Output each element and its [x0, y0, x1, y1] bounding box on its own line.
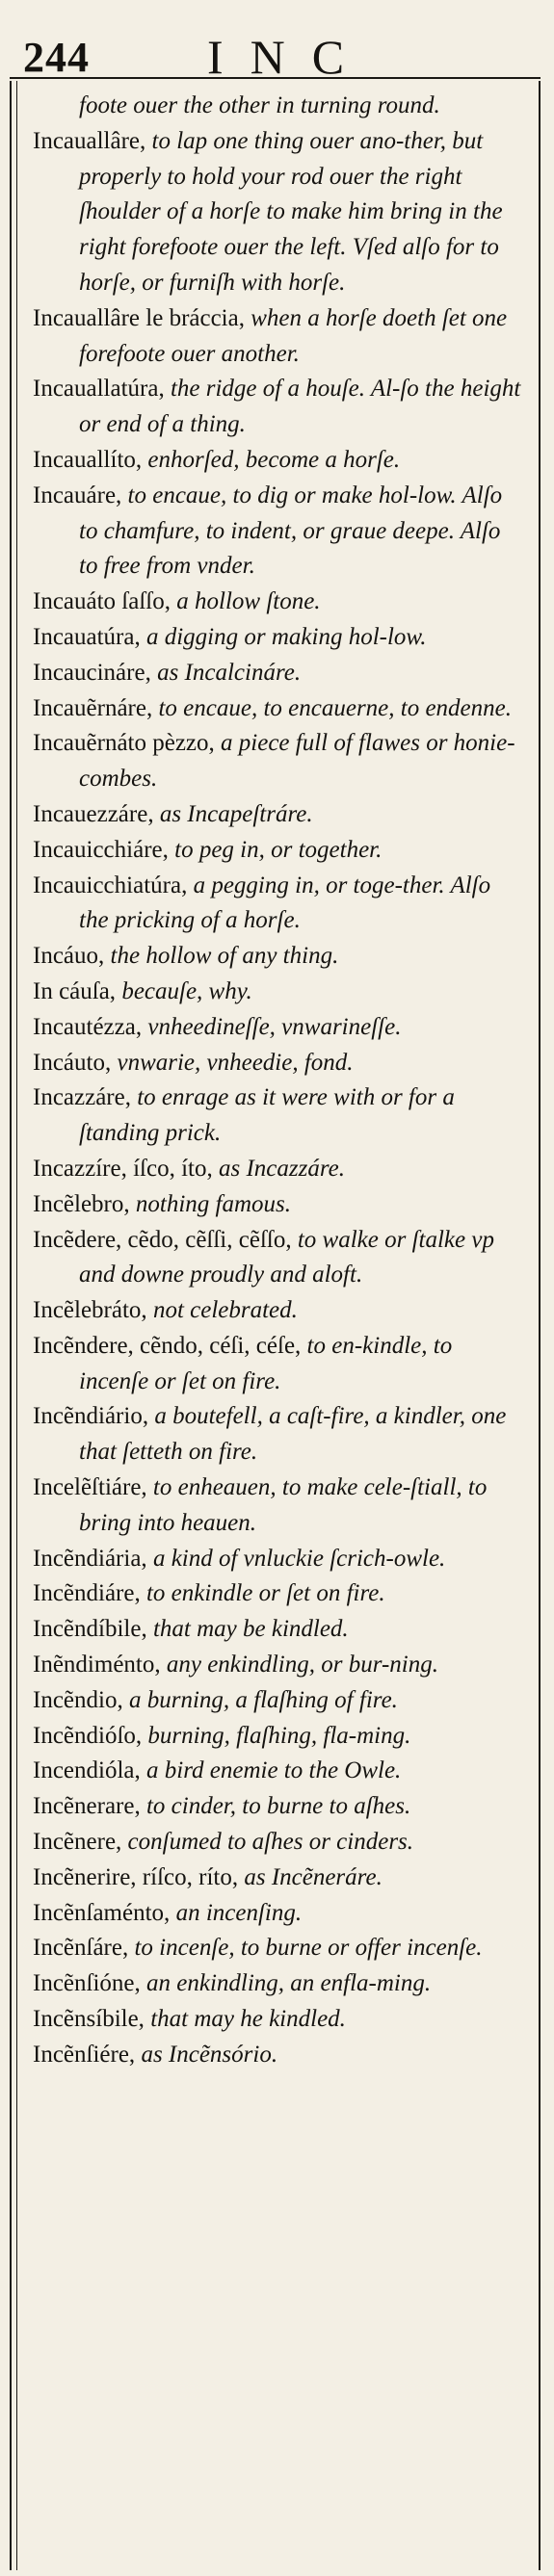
dictionary-entry: [33, 1789, 525, 1825]
dictionary-entry: [33, 1399, 525, 1470]
entry-headword: Incẽndiária,: [33, 1545, 147, 1572]
entry-headword: Incáuto,: [33, 1049, 112, 1076]
dictionary-entry: [33, 1542, 525, 1577]
entry-definition: enhorſed, become a horſe.: [142, 446, 401, 473]
entry-definition: a digging or making hol-low.: [140, 623, 427, 650]
page-number: 244: [23, 34, 90, 81]
entry-headword: Incẽndio,: [33, 1686, 123, 1713]
entry-headword: Incáuo,: [33, 943, 105, 970]
entry-headword: Incauicchiáre,: [33, 836, 169, 863]
entry-headword: Incelẽſtiáre,: [33, 1474, 147, 1501]
dictionary-entry: [33, 2038, 525, 2073]
entry-definition: as Incalcináre.: [150, 659, 302, 686]
entry-headword: Incauẽrnáto pèzzo,: [33, 730, 215, 757]
entry-headword: Incendióla,: [33, 1757, 141, 1784]
entry-headword: Incẽndiáre,: [33, 1580, 141, 1607]
entry-definition: that may be kindled.: [146, 1616, 349, 1643]
entry-definition: a boutefell, a caſt-fire, a kindler, one that ſetteth on fire.: [79, 1403, 507, 1466]
dictionary-entry: [33, 1187, 525, 1223]
entry-definition: vnheedineſſe, vnwarineſſe.: [142, 1013, 402, 1040]
dictionary-entry: [33, 1080, 525, 1152]
entry-definition: conſumed to aſhes or cinders.: [121, 1829, 414, 1856]
entry-definition: to encaue, to dig or make hol-low. Alſo to chamfure, to indent, or graue deepe. Alſo to free from vnder.: [79, 481, 503, 580]
entry-definition: a burning, a flaſhing of fire.: [122, 1686, 398, 1713]
dictionary-entry: [33, 1896, 525, 1932]
dictionary-entry: [33, 797, 525, 833]
entry-headword: Incẽnerire, ríſco, ríto,: [33, 1863, 239, 1890]
entry-headword: Incazzáre,: [33, 1084, 131, 1111]
entry-definition: as Incapeſtráre.: [153, 800, 313, 827]
entry-headword: Incẽnere,: [33, 1829, 122, 1856]
entry-headword: Incẽnſáre,: [33, 1935, 129, 1962]
entry-definition: to cinder, to burne to aſhes.: [140, 1793, 411, 1820]
entry-headword: Incẽndíbile,: [33, 1616, 147, 1643]
dictionary-entry: [33, 975, 525, 1010]
dictionary-entry: [33, 301, 525, 373]
entry-headword: Incẽnerare,: [33, 1793, 141, 1820]
dictionary-entry: [33, 1612, 525, 1648]
entry-definition: any enkindling, or bur-ning.: [160, 1652, 438, 1678]
dictionary-entry: [33, 1329, 525, 1400]
dictionary-entry: [33, 726, 525, 797]
entry-definition: a pegging in, or toge-ther. Alſo the pricking of a horſe.: [79, 872, 491, 934]
dictionary-entry: [33, 1046, 525, 1081]
entry-definition: becauſe, why.: [116, 977, 252, 1004]
entry-headword: Incẽlebráto,: [33, 1297, 147, 1324]
entry-list: [33, 89, 525, 2073]
dictionary-entry: [33, 1293, 525, 1329]
entry-definition: to enheauen, to make cele-ſtiall, to bring into heauen.: [79, 1474, 488, 1536]
entry-headword: Incaucináre,: [33, 659, 151, 686]
entry-definition: as Incazzáre.: [212, 1155, 345, 1182]
dictionary-entry: [33, 1470, 525, 1542]
dictionary-entry: [33, 939, 525, 975]
entry-definition: to peg in, or together.: [168, 836, 383, 863]
entry-headword: Incẽndióſo,: [33, 1722, 143, 1749]
entry-headword: Incauatúra,: [33, 623, 141, 650]
entry-headword: Incauezzáre,: [33, 800, 154, 827]
dictionary-entry: [33, 869, 525, 940]
entry-definition: nothing famous.: [129, 1190, 292, 1217]
dictionary-entry: [33, 1683, 525, 1719]
entry-definition: to en-kindle, to incenſe or ſet on fire.: [79, 1332, 453, 1394]
entry-headword: Incauallâre,: [33, 127, 146, 154]
entry-definition: to lap one thing ouer ano-ther, but properly to hold your rod ouer the right ſhoulder of a horſe to make him bring in the right forefoote ouer the left. Vſed alſo for to horſe, or furniſh with horſe.: [79, 127, 503, 296]
entry-headword: Incẽndiário,: [33, 1403, 149, 1430]
dictionary-entry: [33, 656, 525, 691]
entry-headword: Incauallatúra,: [33, 376, 165, 403]
entry-headword: Incẽndere, cẽndo, céſi, céſe,: [33, 1332, 302, 1359]
dictionary-entry: [33, 1719, 525, 1755]
dictionary-entry: [33, 1010, 525, 1046]
entry-headword: Incautézza,: [33, 1013, 143, 1040]
dictionary-entry: [33, 443, 525, 479]
running-head: INC: [207, 30, 372, 84]
entry-headword: Incauallíto,: [33, 446, 143, 473]
dictionary-entry: [33, 2002, 525, 2038]
dictionary-entry: [33, 1825, 525, 1860]
page-header: [10, 29, 541, 84]
entry-headword: Incauallâre le bráccia,: [33, 304, 245, 331]
entry-headword: Incazzíre, íſco, íto,: [33, 1155, 213, 1182]
dictionary-entry: [33, 833, 525, 869]
entry-headword: Incẽnſióne,: [33, 1970, 141, 1997]
entry-headword: Incauáto ſaſſo,: [33, 588, 171, 615]
entry-definition: a hollow ſtone.: [171, 588, 321, 615]
entry-definition: an incenſing.: [170, 1899, 303, 1926]
entry-headword: Incẽdere, cẽdo, cẽſſi, cẽſſo,: [33, 1226, 292, 1253]
entry-definition: to incenſe, to burne or offer incenſe.: [128, 1935, 483, 1962]
entry-definition: to encaue, to encauerne, to endenne.: [152, 694, 512, 721]
entry-headword: Incauẽrnáre,: [33, 694, 153, 721]
entry-definition: when a horſe doeth ſet one forefoote ouer another.: [79, 304, 508, 367]
dictionary-entry: [33, 1931, 525, 1966]
entry-definition: the hollow of any thing.: [104, 943, 339, 970]
dictionary-entry: [33, 620, 525, 656]
dictionary-entry: [33, 372, 525, 443]
dictionary-entry: [33, 124, 525, 301]
entry-headword: Incẽnsíbile,: [33, 2006, 145, 2033]
entry-definition: to walke or ſtalke vp and downe proudly and aloft.: [79, 1226, 494, 1288]
dictionary-entry: [33, 1152, 525, 1187]
dictionary-entry: [33, 585, 525, 620]
entry-definition: the ridge of a houſe. Al-ſo the height or end of a thing.: [79, 376, 521, 438]
entry-headword: In cáuſa,: [33, 977, 117, 1004]
entry-headword: Inẽndiménto,: [33, 1652, 161, 1678]
entry-definition: burning, flaſhing, fla-ming.: [142, 1722, 411, 1749]
entry-headword: Incẽlebro,: [33, 1190, 130, 1217]
entry-definition: a kind of vnluckie ſcrich-owle.: [146, 1545, 446, 1572]
dictionary-entry: [33, 1223, 525, 1294]
dictionary-entry: [33, 89, 525, 124]
entry-definition: that may he kindled.: [144, 2006, 346, 2033]
entry-definition: an enkindling, an enfla-ming.: [140, 1970, 432, 1997]
dictionary-entry: [33, 1576, 525, 1612]
entry-definition: a bird enemie to the Owle.: [140, 1757, 402, 1784]
dictionary-entry: [33, 1966, 525, 2002]
entry-definition: vnwarie, vnheedie, fond.: [111, 1049, 354, 1076]
entry-headword: Incẽnſaménto,: [33, 1899, 171, 1926]
text-column: [10, 81, 541, 2570]
dictionary-entry: [33, 691, 525, 727]
entry-definition: to enkindle or ſet on fire.: [140, 1580, 385, 1607]
entry-headword: Incẽnſiére,: [33, 2041, 136, 2068]
dictionary-entry: [33, 1754, 525, 1789]
dictionary-entry: [33, 479, 525, 585]
entry-definition: to enrage as it were with or for a ſtanding prick.: [79, 1084, 455, 1147]
entry-definition: a piece full of flawes or honie-combes.: [79, 730, 515, 793]
entry-headword: Incauáre,: [33, 481, 122, 508]
entry-definition: as Incẽnsório.: [135, 2041, 278, 2068]
dictionary-entry: [33, 1860, 525, 1896]
entry-headword: Incauicchiatúra,: [33, 872, 188, 898]
dictionary-entry: [33, 1648, 525, 1683]
entry-definition: not celebrated.: [146, 1297, 298, 1324]
entry-definition: as Incẽneráre.: [238, 1863, 383, 1890]
entry-definition: foote ouer the other in turning round.: [79, 92, 440, 118]
